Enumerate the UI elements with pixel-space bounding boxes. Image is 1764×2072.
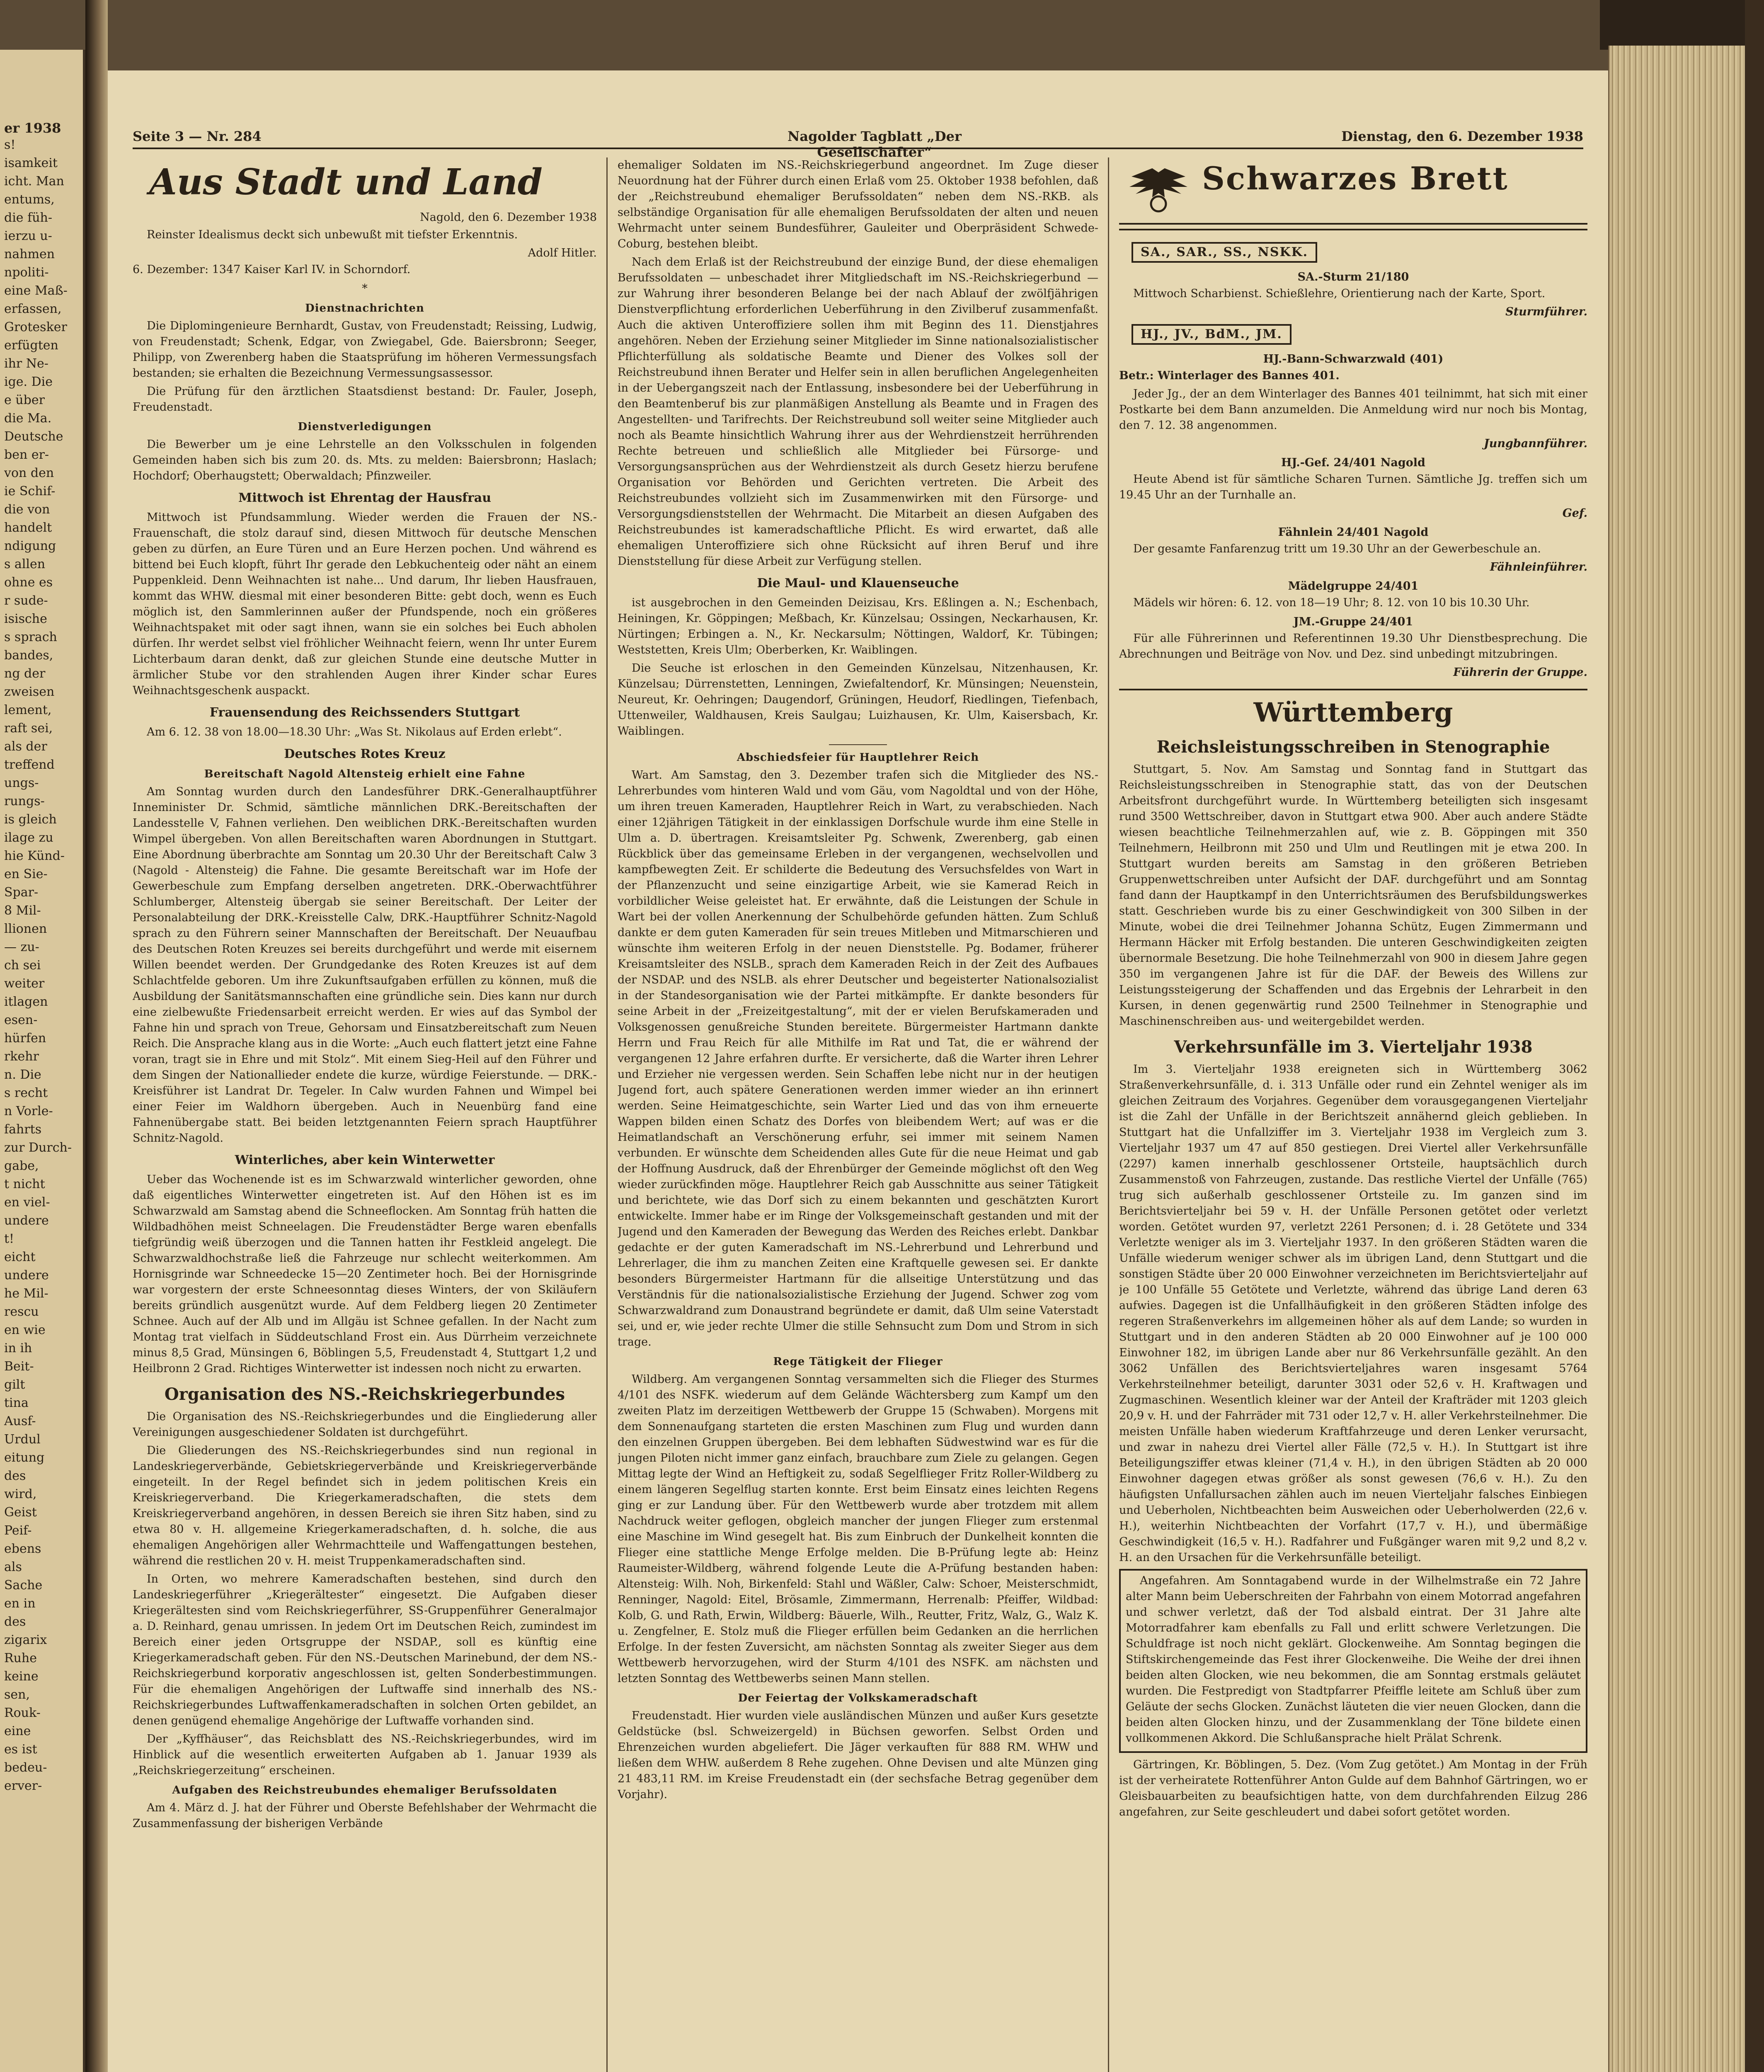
left-page-line: s!	[4, 138, 16, 152]
article-text: Die Seuche ist erloschen in den Gemeinden Künzelsau, Nitzenhausen, Kr. Künzelsau; Dürrenstetten, Lenningen, Zwiefaltendorf, Kr. Münsingen; Neuenstein, Neureut, Kr. Oehringen; Daugendorf, Grüningen, Heudorf, Riedlingen, Tiefenbach, Uttenweiler, Waldhausen, Kreis Saulgau; Luizhausen, Kr. Ulm, Kaisersbach, Kr. Waiblingen.	[618, 662, 1098, 738]
column-rule	[606, 157, 608, 2072]
left-page-line: isische	[4, 612, 47, 626]
article-heading: Verkehrsunfälle im 3. Vierteljahr 1938	[1174, 1037, 1533, 1057]
notice-text: Der gesamte Fanfarenzug tritt um 19.30 Uhr an der Gewerbeschule an.	[1133, 542, 1541, 555]
region-heading: Württemberg	[1119, 689, 1587, 729]
left-page-line: des	[4, 1615, 26, 1629]
left-page-line: raft sei,	[4, 721, 53, 736]
article-text: Die Bewerber um je eine Lehrstelle an den Volksschulen in folgenden Gemeinden haben sich bis zum 20. ds. Mts. zu melden: Baiersbronn; Haslach; Hochdorf; Oberhaugstett; Oberwaldach; Pfinzweiler.	[133, 438, 597, 482]
left-page-line: Spar-	[4, 885, 39, 900]
left-page-line: die von	[4, 502, 50, 517]
left-page-line: Rouk-	[4, 1706, 41, 1720]
left-page-header: er 1938	[4, 120, 61, 136]
column-2	[618, 157, 1098, 2072]
left-page-line: Ausf-	[4, 1414, 36, 1428]
left-page-line: von den	[4, 466, 54, 480]
left-page-line: undere	[4, 1268, 49, 1283]
left-page-line: ie Schif-	[4, 484, 56, 499]
article-text: Ueber das Wochenende ist es im Schwarzwald winterlicher geworden, ohne daß eigentliches Winterwetter eingetreten ist. Auf den Höhen ist es im Schwarzwald am Samstag abend die Schneeflocken. Am Sonntag früh hatten die Wildbadhöhen meist Schneelagen. Die Freudenstädter Berge waren ebenfalls tiefgründig weiß überzogen und die Tannen hatten ihr Festkleid angelegt. Die Schwarzwaldhochstraße ließ die Fahrzeuge nur schlecht weiterkommen. Am Hornisgrinde war Schneedecke 15—20 Zentimeter hoch. Bei der Hornisgrinde war vorgestern der erste Schneesonntag dieses Winters, der von Skiläufern bereits gründlich ausgenützt wurde. Auf dem Feldberg liegen 20 Zentimeter Schnee. Auch auf der Alb und im Allgäu ist Schnee gefallen. In der Nacht zum Montag trat vielfach in Süddeutschland Frost ein. Aus Dürrheim verzeichnete minus 8,5 Grad, Münsingen 6, Böblingen 5,5, Freudenstadt 4, Stuttgart 1,2 und Heilbronn 2 Grad. Richtiges Winterwetter ist indessen noch nicht zu erwarten.	[133, 1173, 597, 1375]
left-page-line: gilt	[4, 1377, 25, 1392]
left-page-line: r sude-	[4, 593, 48, 608]
boxed-news	[1119, 1569, 1587, 1753]
column-1	[133, 157, 597, 2072]
article-text: Nach dem Erlaß ist der Reichstreubund der einzige Bund, der diese ehemaligen Berufssoldaten — unbeschadet ihrer Mitgliedschaft im NS.-Reichskriegerbund — zur Wahrung ihrer besonderen Belange bei der nach Ablauf der zwölfjährigen Dienstverpflichtung erforderlichen Ueberführung in den Zivilberuf zusammenfaßt. Auch die aktiven Unteroffiziere sollen ihm mit Beginn des 11. Dienstjahres angehören. Neben der Erziehung seiner Mitglieder im Sinne nationalsozialistischer Pflichterfüllung als soldatische Beamte und Diener des Volkes soll der Reichstreubund ihnen Berater und Helfer sein in allen beruflichen Angelegenheiten in der Uebergangszeit nach der Entlassung, insbesondere bei der Ueberführung in den Beamtenberuf bis zur planmäßigen Anstellung als Beamte und in Fragen des Angestellten- und Tarifrechts. Der Reichstreubund soll weiter seine Mitglieder auch noch als Beamte hinsichtlich Wahrung ihrer aus der Wehrdienstzeit herrührenden Rechte betreuen und schließlich alle Mitglieder bei Fürsorge- und Versorgungsansprüchen aus der Wehrdienstzeit als durch Gesetz hierzu berufene Organisation vor Behörden und Gerichten vertreten. Die Arbeit des Reichstreubundes vollzieht sich im Zusammenwirken mit den Fürsorge- und Versorgungsdienststellen der Wehrmacht. Die Mitarbeit an diesen Aufgaben des Reichstreubundes ist kameradschaftliche Pflicht. Es wird erwartet, daß alle ehemaligen Unteroffiziere sich ohne Rücksicht auf ihren Beruf und ihre Dienststellung für diese Arbeit zur Verfügung stellen.	[618, 256, 1098, 568]
left-page-line: is gleich	[4, 812, 57, 827]
article-heading: Frauensendung des Reichssenders Stuttgart	[209, 705, 520, 720]
left-page-line: zigarix	[4, 1633, 47, 1647]
article-heading: Dienstverledigungen	[298, 421, 432, 433]
left-page-line: ch sei	[4, 958, 41, 973]
left-page-line: sen,	[4, 1687, 30, 1702]
left-page-line: ebens	[4, 1542, 41, 1556]
article-heading: Winterliches, aber kein Winterwetter	[235, 1153, 495, 1167]
notice-subject: Betr.: Winterlager des Bannes 401.	[1119, 369, 1340, 382]
left-page-line: Geist	[4, 1505, 37, 1520]
article-text: Die Prüfung für den ärztlichen Staatsdienst bestand: Dr. Fauler, Joseph, Freudenstadt.	[133, 385, 597, 414]
left-page-line: 8 Mil-	[4, 903, 41, 918]
article-text: Mittwoch ist Pfundsammlung. Wieder werden die Frauen der NS.-Frauenschaft, die stolz darauf sind, diesen Mittwoch für deutsche Menschen geben zu dürfen, an Eure Türen und an Eure Herzen pochen. Und während es bittend bei Euch klopft, führt Ihr gerade den Lebkuchenteig oder näht an einem Puppenkleid. Denn Weihnachten ist nahe... Und darum, Ihr lieben Hausfrauen, kommt das WHW. diesmal mit einer besonderen Bitte: gebt doch, wenn es Euch möglich ist, den Sammlerinnen außer der Pfundspende, noch ein größeres Weihnachtspaket mit oder sagt ihnen, wann sie ein solches bei Euch abholen dürfen. Ihr werdet selbst viel fröhlicher Weihnacht feiern, wenn Ihr unter Eurem Lichterbaum daran denkt, daß zur gleichen Stunde eine deutsche Mutter in ärmlicher Stube vor den strahlenden Augen ihrer Kinder schar Eures Weihnachtsgeschenk auspackt.	[133, 511, 597, 697]
left-page-line: in ih	[4, 1341, 32, 1356]
org-tag: SA., SAR., SS., NSKK.	[1132, 242, 1317, 263]
notice-signature: Sturmführer.	[1505, 305, 1587, 318]
article-text: Der „Kyffhäuser“, das Reichsblatt des NS.-Reichskriegerbundes, wird im Hinblick auf die wesentlich erweiterten Aufgaben ab 1. Januar 1939 als „Reichskriegerzeitung“ erscheinen.	[133, 1733, 597, 1777]
left-page-line: lement,	[4, 703, 52, 717]
article-text: Gärtringen, Kr. Böblingen, 5. Dez. (Vom Zug getötet.) Am Montag in der Früh ist der verheiratete Rottenführer Anton Gulde auf dem Bahnhof Gärtringen, wo er Gleisbauarbeiten zu beaufsichtigen hatte, von dem durchfahrenden Eilzug 286 angefahren, zur Seite geschleudert und dabei sofort getötet worden.	[1119, 1758, 1587, 1818]
left-page-line: zur Durch-	[4, 1140, 72, 1155]
left-page-line: n Vorle-	[4, 1104, 53, 1118]
left-page-line: npoliti-	[4, 265, 49, 280]
left-page-line: ng der	[4, 666, 46, 681]
left-page-line: zweisen	[4, 685, 55, 699]
left-page-line: t nicht	[4, 1177, 45, 1191]
notice-text: Mädels wir hören: 6. 12. von 18—19 Uhr; 8. 12. von 10 bis 10.30 Uhr.	[1133, 596, 1530, 609]
left-page-line: bandes,	[4, 648, 53, 663]
history-note: 6. Dezember: 1347 Kaiser Karl IV. in Schorndorf.	[133, 263, 411, 276]
notice-text: Jeder Jg., der an dem Winterlager des Bannes 401 teilnimmt, hat sich mit einer Postkarte bei dem Bann anzumelden. Die Anmeldung wird nur noch bis Montag, den 7. 12. 38 angenommen.	[1119, 387, 1587, 432]
notice-signature: Gef.	[1562, 507, 1587, 520]
left-page-line: als	[4, 1560, 22, 1574]
notice-heading: Fähnlein 24/401 Nagold	[1278, 526, 1429, 539]
masthead	[133, 124, 1583, 160]
left-page-line: Grotesker	[4, 320, 67, 334]
left-page-line: ungs-	[4, 776, 39, 790]
left-page-line: nahmen	[4, 247, 55, 261]
book-spine	[1745, 0, 1764, 2072]
left-page-line: erfassen,	[4, 302, 62, 316]
left-page-line: als der	[4, 739, 47, 754]
article-text: Am Sonntag wurden durch den Landesführer DRK.-Generalhauptführer Inneminister Dr. Schmid, sämtliche männlichen DRK.-Bereitschaften der Landesstelle V, Fahnen verliehen. Den weiblichen DRK.-Bereitschaften wurden Wimpel übergeben. Von allen Bereitschaften waren Abordnungen in Stuttgart. Eine Abordnung überbrachte am Sonntag um 20.30 Uhr der Bereitschaft Calw 3 (Nagold - Altensteig) die Fahne. Die gesamte Bereitschaft war im Hofe der Gewerbeschule zum Empfang derselben angetreten. DRK.-Oberwachtführer Schlumberger, Altensteig übergab sie seiner Bereitschaft. Der Leiter der Personalabteilung der DRK.-Kreisstelle Calw, DRK.-Hauptführer Schnitz-Nagold sprach zu den Führern seiner Mannschaften der Bereitschaft. Der Neuaufbau des Deutschen Roten Kreuzes sei bereits durchgeführt und werde mit eisernem Willen beendet werden. Der Grundgedanke des Roten Kreuzes ist auf dem Schlachtfelde geboren. Um ihre Zukunftsaufgaben erfüllen zu können, muß die Ausbildung der Sanitätsmannschaften eine gründliche sein. Dies kann nur durch eine zielbewußte Friedensarbeit erreicht werden. Er wies auf das Symbol der Fahne hin und sprach von Treue, Gehorsam und Einsatzbereitschaft zum Neuen Reich. Die Ansprache klang aus in die Worte: „Auch euch flattert jetzt eine Fahne voran, tragt sie in Ehre und mit Stolz“. Mit einem Sieg-Heil auf den Führer und dem Singen der Nationallieder endete die kurze, würdige Feierstunde. — DRK.-Kreisführer ist Landrat Dr. Tegeler. In Calw wurden Fahnen und Wimpel bei einer Feier im Waldhorn übergeben. Auch in Neuenbürg fand eine Fahnenübergabe statt. Bei beiden letztgenannten Feiern sprach Hauptführer Schnitz-Nagold.	[133, 785, 597, 1145]
motto-author: Adolf Hitler.	[528, 247, 597, 259]
article-text: Die Diplomingenieure Bernhardt, Gustav, von Freudenstadt; Reissing, Ludwig, von Freudenstadt; Schenk, Edgar, von Zwiegabel, Gde. Baiersbronn; Seeger, Philipp, von Zwerenberg haben die Staatsprüfung im höheren Vermessungsfach bestanden; sie erhalten die Bezeichnung Vermessungsassessor.	[133, 320, 597, 380]
left-page-line: e über	[4, 393, 45, 407]
left-page-line: eitung	[4, 1450, 45, 1465]
left-page-line: rkehr	[4, 1049, 39, 1064]
left-page-line: keine	[4, 1669, 39, 1684]
left-page-line: die füh-	[4, 211, 52, 225]
left-page-line: Urdul	[4, 1432, 41, 1447]
left-page-line: en wie	[4, 1323, 46, 1337]
article-text: Die Organisation des NS.-Reichskriegerbundes und die Eingliederung aller Vereinigungen ausgeschiedener Soldaten ist durchgeführt.	[133, 1410, 597, 1439]
article-heading: Mittwoch ist Ehrentag der Hausfrau	[238, 491, 492, 505]
left-page-line: eine Maß-	[4, 283, 68, 298]
left-page-line: eine	[4, 1724, 31, 1738]
left-page-line: — zu-	[4, 940, 39, 954]
article-heading: Der Feiertag der Volkskameradschaft	[738, 1692, 978, 1704]
article-text: Wart. Am Samstag, den 3. Dezember trafen sich die Mitglieder des NS.-Lehrerbundes vom hinteren Wald und vom Gäu, vom Nagoldtal und von der Höhe, um ihren treuen Kameraden, Hauptlehrer Reich in Wart, zu verabschieden. Nach einer 12jährigen Tätigkeit in der einklassigen Dorfschule wurde ihm eine Stelle in Ulm a. D. übertragen. Kreisamtsleiter Pg. Schwenk, Zwerenberg, gab einen Rückblick über das gemeinsame Erleben in der vergangenen, wechselvollen und kampfbewegten Zeit. Er schilderte die Bedeutung des Versuchsfeldes von Wart in der Pflanzenzucht und seine einzigartige Arbeit, wie sie Kamerad Reich in vorbildlicher Weise geleistet hat. Er erwähnte, daß die Leistungen der Schule in Wart bei der vollen Anerkennung der Schulbehörde gefunden hätten. Zum Schluß dankte er dem guten Kameraden für sein treues Mitleben und Mitmarschieren und wünschte ihm weiteren Erfolg in der neuen Dienststelle. Pg. Bodamer, früherer Kreisamtsleiter des NSLB., sprach dem Kameraden Reich in der Zeit des Aufbaues der NSDAP. und des NSLB. als ehrer Deutscher und begeisterter Nationalsozialist in der Standesorganisation wie der Partei mitkämpfte. Er dankte besonders für seine Arbeit in der „Freizeitgestaltung“, mit der er vielen Berufskameraden und Volksgenossen genußreiche Stunden bereitete. Bürgermeister Hartmann dankte Herrn und Frau Reich für alle Mithilfe im Rat und Tat, die er während der vergangenen 12 Jahre erfahren durfte. Er versicherte, daß die Warter ihren Lehrer und Erzieher nie vergessen werden. Sein Schaffen lebe nicht nur in der heutigen Jugend fort, auch spätere Generationen werden immer wieder an ihn erinnert werden. Seine Heimatgeschichte, sein Warter Lied und das von ihm erneuerte Wappen bilden einen Schatz des Dorfes von bleibendem Wert; auf was er die Heimatlandschaft an Verschönerung erfuhr, sei immer mit seinem Namen verbunden. Er wünschte dem Scheidenden alles Gute für die neue Heimat und gab der Hoffnung Ausdruck, daß der Ehrenbürger der Gemeinde möglichst oft den Weg wieder zurückfinden möge. Hauptlehrer Reich gab Ausschnitte aus seiner Tätigkeit und berichtete, wie das Dorf sich zu einem bekannten und geschätzten Kurort entwickelte. Immer habe er im Ringe der Volksgemeinschaft gestanden und mit der Jugend und den Kameraden der Bewegung das Werden des Reiches erlebt. Dankbar gedachte er der guten Kameradschaft im NS.-Lehrerbund und Lehrerbund und Lehrerlager, die ihm zu manchen Zeiten eine Kraftquelle gewesen sei. Er dankte besonders Bürgermeister Hartmann für die allseitige Unterstützung und das Verständnis für die nationalsozialistische Erziehung der Jugend. Schwer zog vom Schwarzwaldrand zum Donaustrand begründete er damit, daß Ulm seine Vaterstadt sei, und er, wie jeder rechte Ulmer die stille Sehnsucht zum Dom und Strom in sich trage.	[618, 769, 1098, 1348]
article-text: Im 3. Vierteljahr 1938 ereigneten sich in Württemberg 3062 Straßenverkehrsunfälle, d. i. 313 Unfälle oder rund ein Zehntel weniger als im gleichen Zeitraum des Vorjahres. Gegenüber dem vorausgegangenen Vierteljahr ist die Zahl der Unfälle in der Berichtszeit annähernd gleich geblieben. In Stuttgart hat die Unfallziffer im 3. Vierteljahr 1938 im Vergleich zum 3. Vierteljahr 1937 um 47 auf 850 gestiegen. Drei Viertel aller Verkehrsunfälle (2297) kamen innerhalb geschlossener Ortsteile, hauptsächlich durch Zusammenstoß von Fahrzeugen, zustande. Das restliche Viertel der Unfälle (765) trug sich außerhalb geschlossener Ortsteile zu. Im ganzen sind im Berichtsvierteljahr bei 59 v. H. der Unfälle Personen getötet oder verletzt worden. Getötet wurden 97, verletzt 2261 Personen; d. i. 28 Getötete und 334 Verletzte weniger als im 3. Vierteljahr 1937. In den größeren Städten waren die Unfälle wiederum weniger schwer als im übrigen Land, denn Stuttgart und die sonstigen Städte über 20 000 Einwohner verzeichneten im Berichtsvierteljahr auf je 100 Unfälle 55 Getötete und Verletzte, während das übrige Land deren 63 aufwies. Dagegen ist die Unfallhäufigkeit in den größeren Städten infolge des regeren Straßenverkehrs im allgemeinen höher als auf dem Lande; so wurden in Stuttgart und in den anderen Städten ab 20 000 Einwohner auf je 100 000 Einwohner 182, im übrigen Lande aber nur 86 Verkehrsunfälle gezählt. An den 3062 Unfällen des Berichtsvierteljahres waren insgesamt 5764 Verkehrsteilnehmer beteiligt, darunter 3031 oder 52,6 v. H. Kraftwagen und Zugmaschinen. Wesentlich kleiner war der Anteil der Krafträder mit 1203 gleich 20,9 v. H. und der Fahrräder mit 731 oder 12,7 v. H. aller Verkehrsteilnehmer. Die meisten Unfälle haben wiederum Kraftfahrzeuge und deren Lenker verursacht, und zwar in nahezu drei Viertel aller Fälle (72,5 v. H.). In Stuttgart ist ihre Beteiligungsziffer etwas kleiner (71,4 v. H.), in den übrigen Städten ab 20 000 Einwohner dagegen etwas größer als sonst gewesen (76,6 v. H.). Zu den häufigsten Unfallursachen zählen auch im neuen Vierteljahr falsches Einbiegen und Ueberholen, Nichtbeachten beim Ausweichen oder Ueberholwerden (22,6 v. H.), weiterhin Nichtbeachten der Vorfahrt (17,7 v. H.), und übermäßige Geschwindigkeit (16,5 v. H.). Radfahrer und Fußgänger waren mit 9,2 und 8,2 v. H. an den Ursachen für die Verkehrsunfälle beteiligt.	[1119, 1063, 1587, 1564]
left-page-line: des	[4, 1469, 26, 1483]
left-page-lines	[0, 136, 83, 1795]
left-page-line: itlagen	[4, 995, 48, 1009]
column-rule	[1108, 157, 1109, 2072]
left-page-line: esen-	[4, 1013, 38, 1027]
article-text: In Orten, wo mehrere Kameradschaften bestehen, sind durch den Landeskriegerführer „Kriegerältester“ eingesetzt. Die Aufgaben dieser Kriegerältesten sind vom Reichskriegerführer, SS-Gruppenführer Generalmajor a. D. Reinhard, genau umrissen. In jedem Ort im Deutschen Reich, zumindest im Bereich einer jeden Ortsgruppe der NSDAP., soll es künftig eine Kriegerkameradschaft geben. Für den NS.-Deutschen Marinebund, der dem NS.-Reichskriegerbund korporativ angeschlossen ist, gelten Sonderbestimmungen. Für die ehemaligen Angehörigen der Luftwaffe sind innerhalb des NS.-Reichskriegerbundes Luftwaffenkameradschaften in solchen Orten gebildet, an denen genügend ehemalige Angehörige der Luftwaffe vorhanden sind.	[133, 1573, 597, 1727]
section-title: Aus Stadt und Land	[149, 161, 543, 203]
left-page-line: rungs-	[4, 794, 45, 808]
left-page-line: he Mil-	[4, 1286, 48, 1301]
dateline: Nagold, den 6. Dezember 1938	[420, 211, 597, 224]
notice-text: Für alle Führerinnen und Referentinnen 19.30 Uhr Dienstbesprechung. Die Abrechnungen und Beiträge von Nov. und Dez. sind unbedingt mitzubringen.	[1119, 632, 1587, 661]
article-heading: Organisation des NS.-Reichskriegerbundes	[164, 1385, 565, 1404]
notice-heading: JM.-Gruppe 24/401	[1293, 615, 1413, 628]
left-page-line: gabe,	[4, 1159, 39, 1173]
notice-text: Heute Abend ist für sämtliche Scharen Turnen. Sämtliche Jg. treffen sich um 19.45 Uhr an der Turnhalle an.	[1119, 473, 1587, 501]
left-page-line: icht. Man	[4, 174, 64, 189]
bulletin-board-title: Schwarzes Brett	[1202, 160, 1509, 197]
article-heading: Dienstnachrichten	[305, 302, 424, 315]
left-page-line: es ist	[4, 1742, 37, 1757]
left-page-line: Ruhe	[4, 1651, 37, 1665]
left-page-line: t!	[4, 1232, 15, 1246]
left-page-line: tina	[4, 1396, 29, 1410]
article-text: Die Gliederungen des NS.-Reichskriegerbundes sind nun regional in Landeskriegerverbände, Gebietskriegerverbände und Kreiskriegerverbände eingeteilt. In der Regel befindet sich in jedem politischen Kreis ein Kreiskriegerverband. Die Kriegerkameradschaften, die stets dem Kreiskriegerverband angehören, in dessen Bereich sie ihren Sitz haben, sind zu etwa 80 v. H. allgemeine Kriegerkameradschaften, d. h. solche, die aus ehemaligen Angehörigen aller Wehrmachtteile und Waffengattungen bestehen, während die restlichen 20 v. H. meist Truppenkameradschaften sind.	[133, 1444, 597, 1567]
left-page-line: ben er-	[4, 448, 49, 462]
double-rule	[1119, 223, 1587, 230]
article-heading: Aufgaben des Reichstreubundes ehemaliger Berufssoldaten	[172, 1784, 557, 1796]
article-heading: Deutsches Rotes Kreuz	[284, 747, 446, 761]
column-3	[1119, 157, 1587, 2072]
newspaper-page	[108, 70, 1608, 2072]
notice-signature: Führerin der Gruppe.	[1453, 666, 1587, 679]
left-page-line: n. Die	[4, 1067, 41, 1082]
page-edges	[1608, 46, 1746, 2072]
left-page-line: rescu	[4, 1305, 39, 1319]
left-page-line: Deutsche	[4, 429, 63, 444]
left-page-line: s allen	[4, 557, 46, 571]
article-heading: Abschiedsfeier für Hauptlehrer Reich	[737, 751, 979, 764]
left-page-line: handelt	[4, 520, 52, 535]
eagle-emblem-icon	[1127, 164, 1190, 214]
left-page-line: hürfen	[4, 1031, 46, 1046]
left-page-line: isamkeit	[4, 156, 58, 170]
left-page-line: Peif-	[4, 1523, 32, 1538]
left-page-line: undere	[4, 1213, 49, 1228]
notice-text: Mittwoch Scharbienst. Schießlehre, Orientierung nach der Karte, Sport.	[1133, 287, 1546, 300]
left-page-line: die Ma.	[4, 411, 52, 426]
left-page-line: fahrts	[4, 1122, 42, 1137]
left-page-line: Sache	[4, 1578, 43, 1593]
article-text: Stuttgart, 5. Nov. Am Samstag und Sonntag fand in Stuttgart das Reichsleistungsschreiben in Stenographie statt, das von der Deutschen Arbeitsfront durchgeführt wurde. In Württemberg beteiligten sich insgesamt rund 3500 Wettschreiber, davon in Stuttgart etwa 900. Aber auch andere Städte wiesen beachtliche Teilnehmerzahlen auf, wie z. B. Göppingen mit 350 Teilnehmern, Heilbronn mit 250 und Ulm und Reutlingen mit je etwa 200. In Stuttgart wurden bereits am Samstag in den größeren Betrieben Gruppenwettschreiben unter Aufsicht der DAF. durchgeführt und am Sonntag fand dann der Hauptkampf in den Unterrichtsräumen des Berufsbildungswerkes statt. Geschrieben wurde bis zu einer Geschwindigkeit von 300 Silben in der Minute, wobei die drei Teilnehmer Johanna Schütz, Eugen Zimmermann und Hermann Häcker mit Erfolg bestanden. Die unteren Geschwindigkeiten zeigten übernormale Besetzung. Die hohe Teilnehmerzahl von 900 in diesem Jahre gegen 350 im vergangenen Jahre ist für die DAF. der Beweis des Willens zur Leistungssteigerung der Schaffenden und das Ergebnis der Lehrarbeit in den Kursen, in denen gegenwärtig rund 2500 Teilnehmer in Stenographie und Maschinenschreiben aus- und weitergebildet werden.	[1119, 763, 1587, 1028]
left-page-line: hie Künd-	[4, 849, 65, 863]
left-page-line: llionen	[4, 922, 47, 936]
left-page-line: ilage zu	[4, 830, 53, 845]
left-page-line: bedeu-	[4, 1760, 47, 1775]
notice-heading: SA.-Sturm 21/180	[1297, 271, 1409, 283]
page-number: Seite 3 — Nr. 284	[133, 128, 262, 144]
left-page-line: Beit-	[4, 1359, 34, 1374]
article-text: Am 6. 12. 38 von 18.00—18.30 Uhr: „Was St. Nikolaus auf Erden erlebt“.	[147, 726, 562, 738]
left-page-fragment	[0, 50, 85, 2072]
separator-rule	[829, 744, 887, 745]
motto: Reinster Idealismus deckt sich unbewußt mit tiefster Erkenntnis.	[147, 228, 518, 241]
notice-heading: HJ.-Bann-Schwarzwald (401)	[1263, 353, 1444, 366]
article-text: ist ausgebrochen in den Gemeinden Deizisau, Krs. Eßlingen a. N.; Eschenbach, Heiningen, Kr. Göppingen; Meßbach, Kr. Künzelsau; Ossingen, Neckarhausen, Kr. Nürtingen; Erbingen a. N., Kr. Neckarsulm; Nöttingen, Waldorf, Kr. Tübingen; Weststetten, Kreis Ulm; Oberberken, Kr. Waiblingen.	[618, 596, 1098, 656]
article-heading: Rege Tätigkeit der Flieger	[773, 1356, 943, 1368]
notice-signature: Fähnleinführer.	[1490, 561, 1587, 574]
article-text: Wildberg. Am vergangenen Sonntag versammelten sich die Flieger des Sturmes 4/101 des NSFK. wiederum auf dem Gelände Wächtersberg zum Kampf um den zweiten Platz im derzeitigen Wettbewerb der Gruppe 15 (Schwaben). Morgens mit dem Sonnenaufgang starteten die ersten Maschinen zum Flug und wurden dann den einzelnen Gruppen übergeben. Bei dem lebhaften Südwestwind war es für die jungen Piloten nicht immer ganz einfach, brauchbare zum Ziele zu gelangen. Gegen Mittag legte der Wind an Heftigkeit zu, sodaß Segelflieger Fritz Roller-Wildberg zu einem längeren Segelflug starten konnte. Erst beim Einsatz eines leichten Regens ging er zur Landung über. Für den Wettbewerb wurde aber trotzdem mit allem Nachdruck weiter geflogen, obgleich mancher der jungen Flieger zum erstenmal eine Maschine im Wind gesegelt hat. Bis zum Einbruch der Dunkelheit konnten die Flieger eine stattliche Menge Erfolge melden. Die B-Prüfung legte ab: Heinz Raumeister-Wildberg, während folgende Leute die A-Prüfung bestanden haben: Altensteig: Wilh. Noh, Birkenfeld: Stahl und Wäßler, Calw: Schoer, Meisterschmidt, Renninger, Nagold: Eitel, Brösamle, Zimmermann, Herrenalb: Pfeiffer, Wildbad: Kolb, G. und Rath, Erwin, Wildberg: Bäuerle, Wilh., Reutter, Fritz, Walz, G., Walz K. u. Zengfelner, E. Stolz muß die Flieger erfüllen beim Gedanken an die herrlichen Erfolge. In der festen Zuversicht, am nächsten Sonntag als zweiter Sieger aus dem Wettbewerb hervorzugehen, wird der Sturm 4/101 des NSFK. am nächsten und letzten Sonntag des Wettbewerbs seinen Mann stellen.	[618, 1373, 1098, 1685]
left-page-line: weiter	[4, 976, 45, 991]
left-page-line: erver-	[4, 1779, 42, 1793]
left-page-line: ige. Die	[4, 375, 53, 389]
left-page-line: ierzu u-	[4, 229, 52, 243]
left-page-line: s recht	[4, 1086, 48, 1100]
issue-date: Dienstag, den 6. Dezember 1938	[1341, 128, 1583, 144]
left-page-line: ohne es	[4, 575, 53, 590]
left-page-line: erfügten	[4, 338, 58, 353]
org-tag: HJ., JV., BdM., JM.	[1132, 324, 1292, 345]
left-page-line: eicht	[4, 1250, 36, 1264]
newspaper-name: Nagolder Tagblatt „Der Gesellschafter“	[788, 128, 962, 160]
article-heading: Reichsleistungsschreiben in Stenographie	[1156, 737, 1550, 757]
book-gutter	[85, 0, 108, 2072]
notice-signature: Jungbannführer.	[1484, 437, 1587, 450]
left-page-line: en viel-	[4, 1195, 50, 1210]
article-subheading: Bereitschaft Nagold Altensteig erhielt eine Fahne	[204, 768, 526, 780]
left-page-line: s sprach	[4, 630, 57, 644]
top-dark-band	[1600, 0, 1764, 50]
separator-star: *	[362, 282, 368, 295]
left-page-line: entums,	[4, 192, 55, 207]
bulletin-board-header	[1119, 162, 1587, 220]
article-text: Angefahren. Am Sonntagabend wurde in der Wilhelmstraße ein 72 Jahre alter Mann beim Ueberschreiten der Fahrbahn von einem Motorrad angefahren und schwer verletzt, daß der Tod alsbald eintrat. Der 31 Jahre alte Motorradfahrer kam ebenfalls zu Fall und erlitt schwere Verletzungen. Die Schuldfrage ist noch nicht geklärt. Glockenweihe. Am Sonntag begingen die Stiftskirchengemeinde das Fest ihrer Glockenweihe. Die Weihe der drei ihnen beiden alten Glocken, wie neu bekommen, die am Sonntag erstmals geläutet wurden. Die Festpredigt von Stadtpfarrer Pfeiffle leitete am Schluß über zum Geläute der sechs Glocken. Zunächst läuteten die vier neuen Glocken, dann die beiden alten Glocken hinzu, und der Zusammenklang der Töne bildete einen vollkommenen Akkord. Die Schlußansprache hielt Prälat Schrenk.	[1126, 1574, 1581, 1745]
notice-heading: HJ.-Gef. 24/401 Nagold	[1281, 456, 1425, 469]
article-text: ehemaliger Soldaten im NS.-Reichskriegerbund angeordnet. Im Zuge dieser Neuordnung hat der Führer durch einen Erlaß vom 25. Oktober 1938 befohlen, daß der „Reichstreubund ehemaliger Berufssoldaten“ neben dem NS.-RKB. als selbständige Organisation für alle ehemaligen Berufssoldaten der alten und neuen Wehrmacht unter seinem Bundesführer, Gauleiter und Oberpräsident Schwede-Coburg, bestehen bleibt.	[618, 159, 1098, 250]
left-page-line: ihr Ne-	[4, 356, 48, 371]
article-heading: Die Maul- und Klauenseuche	[757, 576, 959, 591]
article-text: Am 4. März d. J. hat der Führer und Oberste Befehlshaber der Wehrmacht die Zusammenfassung der bisherigen Verbände	[133, 1801, 597, 1830]
article-text: Freudenstadt. Hier wurden viele ausländischen Münzen und außer Kurs gesetzte Geldstücke (bsl. Schweizergeld) in Büchsen geworfen. Selbst Orden und Ehrenzeichen wurden abgeliefert. Die Jäger verkauften für 888 RM. WHW und ließen dem WHW. außerdem 8 Rehe zugehen. Ohne Devisen und alte Münzen ging 21 483,11 RM. im Kreise Freudenstadt ein (der sechsfache Betrag gegenüber dem Vorjahr).	[618, 1709, 1098, 1801]
left-page-line: treffend	[4, 758, 55, 772]
notice-heading: Mädelgruppe 24/401	[1288, 580, 1419, 593]
left-page-line: ndigung	[4, 539, 56, 553]
left-page-line: en in	[4, 1596, 36, 1611]
left-page-line: wird,	[4, 1487, 37, 1501]
left-page-line: en Sie-	[4, 867, 48, 881]
